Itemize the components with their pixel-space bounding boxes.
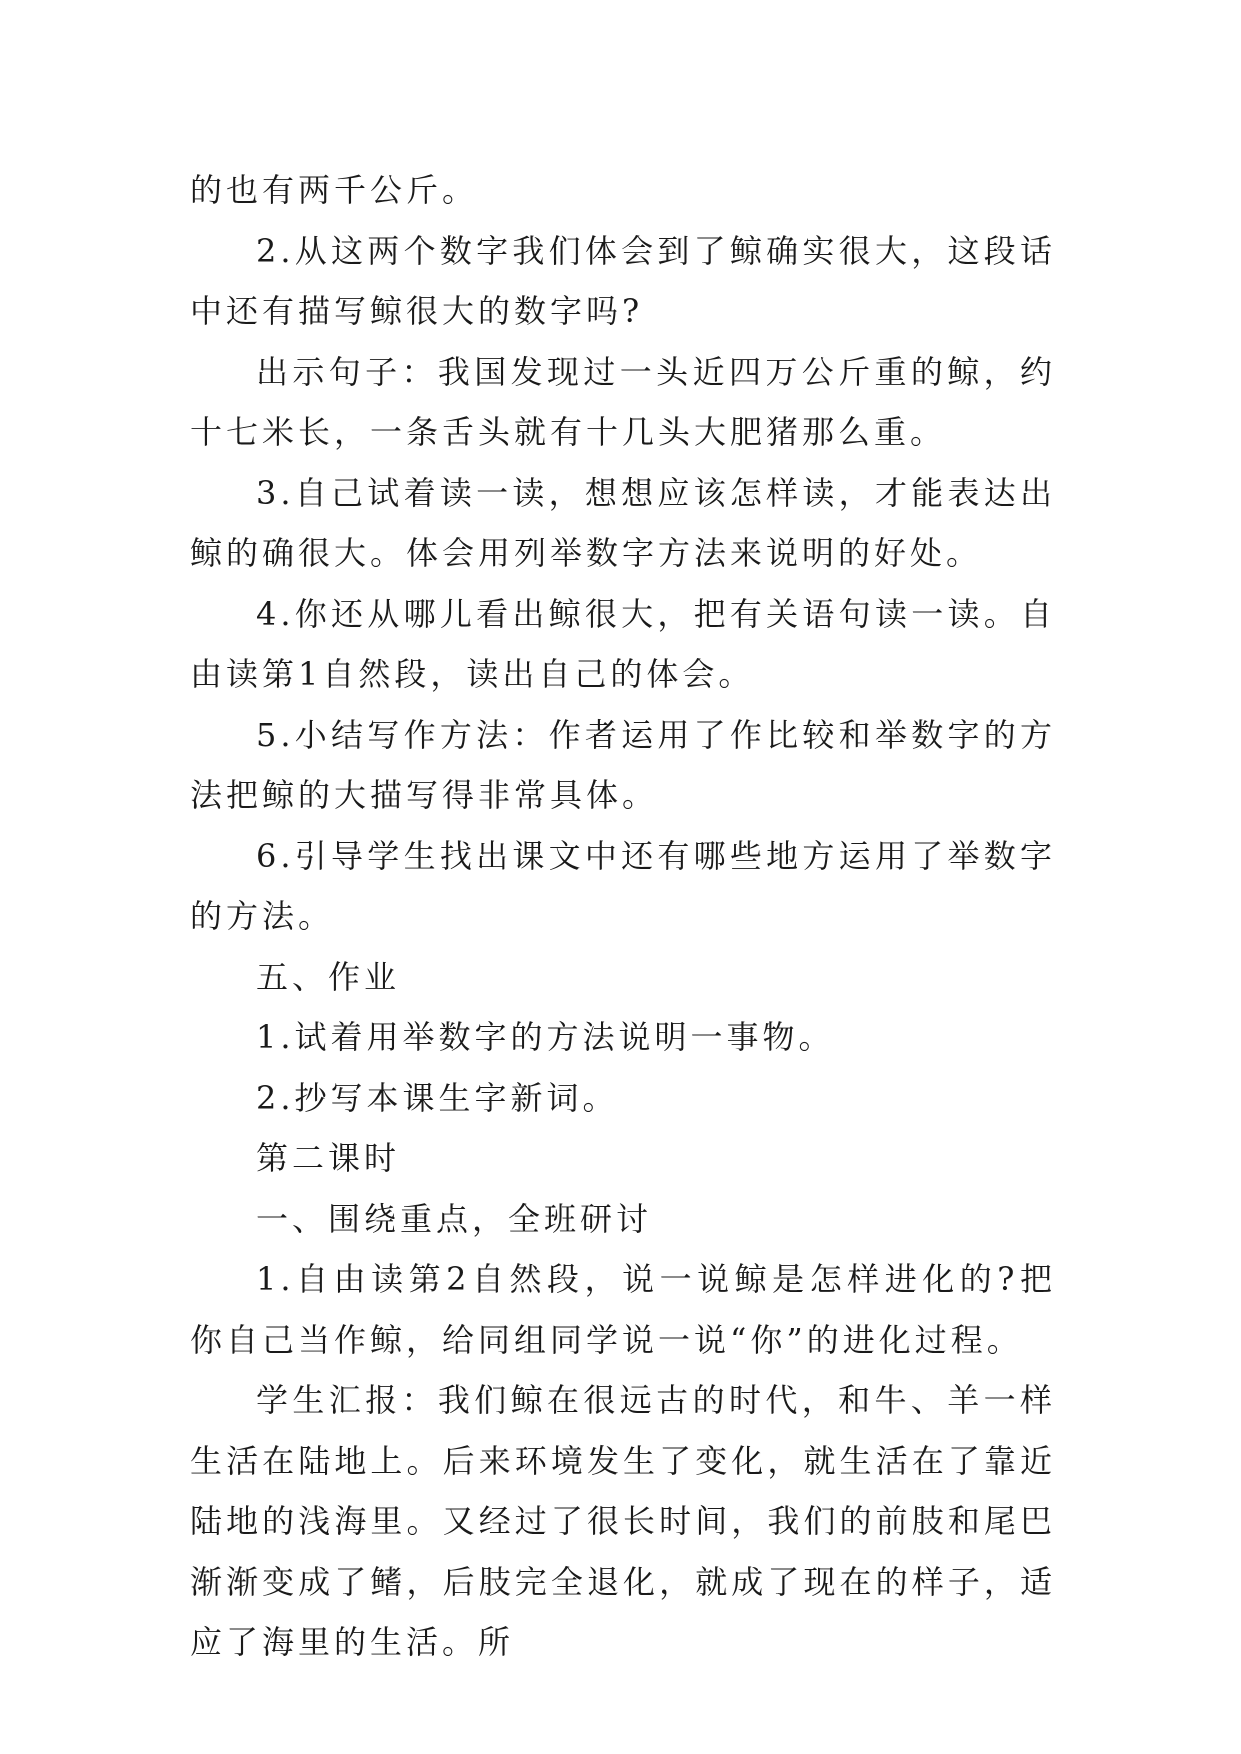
paragraph-5: 4.你还从哪儿看出鲸很大，把有关语句读一读。自由读第1自然段，读出自己的体会。 xyxy=(190,594,1056,693)
paragraph-6: 5.小结写作方法：作者运用了作比较和举数字的方法把鲸的大描写得非常具体。 xyxy=(190,715,1056,814)
paragraph-1: 的也有两千公斤。 xyxy=(190,171,479,209)
homework-item-2: 2.抄写本课生字新词。 xyxy=(256,1078,619,1117)
paragraph-3: 出示句子：我国发现过一头近四万公斤重的鲸，约十七米长，一条舌头就有十几头大肥猪那么重。 xyxy=(190,352,1056,451)
section-heading-homework: 五、作业 xyxy=(256,957,401,996)
lesson-heading: 第二课时 xyxy=(256,1139,401,1177)
paragraph-4: 3.自己试着读一读，想想应该怎样读，才能表达出鲸的确很大。体会用列举数字方法来说明的好处。 xyxy=(190,473,1056,572)
paragraph-2: 2.从这两个数字我们体会到了鲸确实很大，这段话中还有描写鲸很大的数字吗? xyxy=(190,231,1056,330)
document-body xyxy=(190,160,1056,1673)
paragraph-14: 学生汇报：我们鲸在很远古的时代，和牛、羊一样生活在陆地上。后来环境发生了变化，就生活在了靠近陆地的浅海里。又经过了很长时间，我们的前肢和尾巴渐渐变成了鳍，后肢完全退化，就成了现在的样子，适应了海里的生活。所 xyxy=(190,1381,1056,1661)
section-heading-discussion: 一、围绕重点，全班研讨 xyxy=(256,1199,653,1238)
paragraph-13: 1.自由读第2自然段，说一说鲸是怎样进化的?把你自己当作鲸，给同组同学说一说“你”的进化过程。 xyxy=(190,1260,1056,1359)
paragraph-7: 6.引导学生找出课文中还有哪些地方运用了举数字的方法。 xyxy=(190,836,1056,935)
homework-item-1: 1.试着用举数字的方法说明一事物。 xyxy=(256,1018,835,1056)
